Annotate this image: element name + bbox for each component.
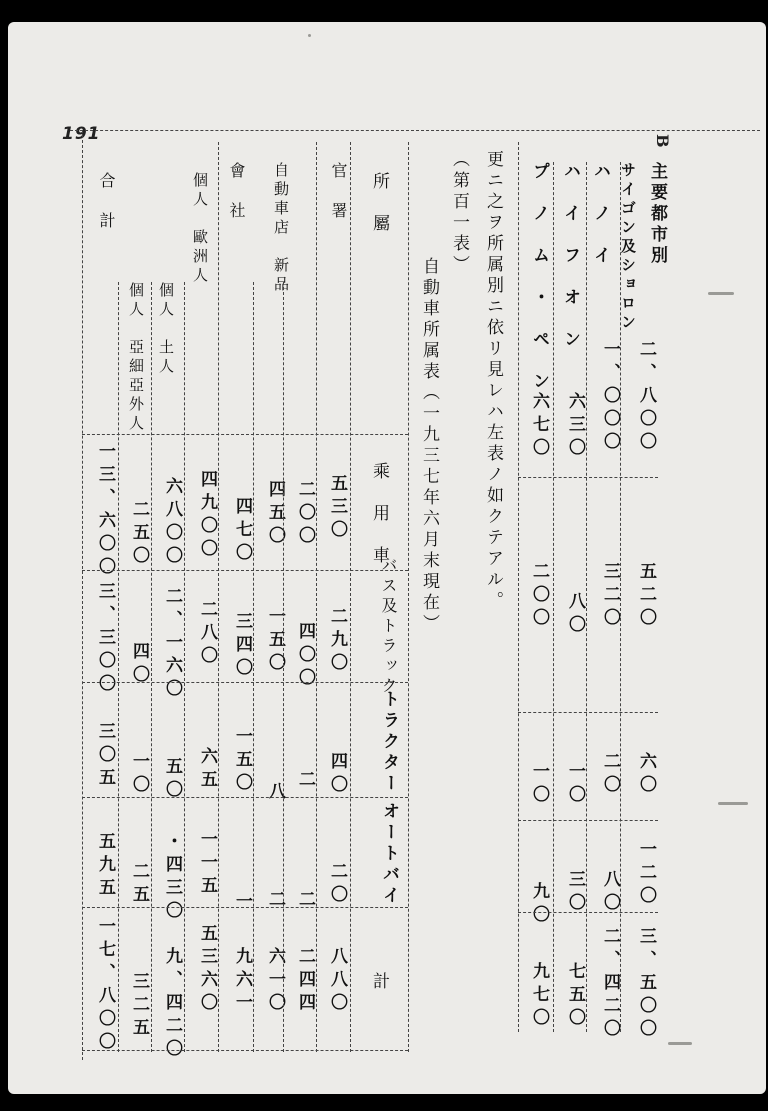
- city-name: サイゴン及ショロン: [619, 162, 637, 333]
- city-value: 一〇: [565, 762, 585, 808]
- col-header: 所 屬: [369, 172, 389, 235]
- city-value: 七五〇: [565, 962, 585, 1031]
- row-label: 會 社: [227, 162, 246, 222]
- table-rule: [151, 282, 152, 1052]
- table-cell: 二: [295, 770, 315, 793]
- table-cell: 五三〇: [327, 474, 347, 543]
- table-rule: [118, 282, 119, 1052]
- table-cell: 五三六〇: [197, 924, 217, 1016]
- table-rule: [553, 162, 554, 1032]
- table-cell: 四七〇: [232, 497, 252, 566]
- row-label: 個人 亞細亞外人: [127, 282, 145, 434]
- document-page: [8, 22, 766, 1094]
- table-cell: 六一〇: [265, 947, 285, 1016]
- table-cell: 二五〇: [129, 500, 149, 569]
- table-cell: 二五: [129, 862, 149, 908]
- table-cell: 二九〇: [327, 607, 347, 676]
- table-rule: [518, 477, 658, 478]
- table-cell: 一三、六〇〇: [95, 442, 115, 580]
- speck: [708, 292, 734, 295]
- table-cell: 八: [265, 782, 285, 805]
- table-rule: [82, 130, 83, 1060]
- table-rule: [316, 142, 317, 1052]
- city-value: 五二〇: [636, 562, 656, 631]
- section-heading: 主要都市別: [647, 162, 667, 267]
- table-cell: 一〇: [129, 752, 149, 798]
- city-value: 九七〇: [529, 962, 549, 1031]
- table-rule: [518, 912, 658, 913]
- speck: [718, 802, 748, 805]
- table-cell: 四〇: [327, 752, 347, 798]
- table-rule: [620, 162, 621, 1032]
- page-number: 191: [62, 124, 101, 144]
- table-number: （第百一表）: [449, 150, 469, 276]
- city-value: 八〇: [565, 592, 585, 638]
- table-rule: [586, 162, 587, 1032]
- table-cell: 二四四: [295, 947, 315, 1016]
- city-value: 二〇〇: [529, 562, 549, 631]
- speck: [668, 1042, 692, 1045]
- table-rule: [82, 570, 408, 571]
- table-cell: 八八〇: [327, 947, 347, 1016]
- city-value: 六三〇: [565, 392, 585, 461]
- table-rule: [518, 712, 658, 713]
- table-title: 自動車所属表（一九三七年六月末現在）: [419, 257, 439, 635]
- table-cell: 一七、八〇〇: [95, 917, 115, 1055]
- table-rule: [82, 907, 408, 908]
- table-rule: [408, 142, 409, 1052]
- table-cell: 一一五: [197, 830, 217, 899]
- col-header: オートバイ: [379, 802, 399, 907]
- table-cell: 四五〇: [265, 480, 285, 549]
- row-label: 個人 土人: [157, 282, 175, 377]
- city-value: 二、八〇〇: [636, 340, 656, 455]
- col-header: バス及トラック: [379, 557, 398, 697]
- table-cell: 一五〇: [232, 727, 252, 796]
- table-rule: [350, 142, 351, 1052]
- table-cell: 五九五: [95, 832, 115, 901]
- city-name: ハ イ フ オ ン: [560, 162, 580, 351]
- table-cell: 三二五: [129, 972, 149, 1041]
- row-label: 合 計: [97, 172, 116, 232]
- table-cell: 二〇: [327, 862, 347, 908]
- city-name: プ ノ ム ・ ペ ン: [529, 162, 549, 393]
- table-rule: [283, 282, 284, 1052]
- table-rule: [82, 797, 408, 798]
- city-value: 一二〇: [636, 840, 656, 909]
- row-label: 個人 歐洲人: [191, 172, 209, 286]
- table-cell: 三〇五: [95, 722, 115, 791]
- row-label: 官 署: [329, 162, 348, 222]
- speck: [308, 34, 311, 37]
- table-cell: 四〇: [129, 642, 149, 688]
- table-cell: 二〇〇: [295, 480, 315, 549]
- table-rule: [82, 1050, 408, 1051]
- table-rule: [218, 142, 219, 1052]
- table-rule: [253, 282, 254, 1052]
- table-rule: [518, 820, 658, 821]
- city-value: 八〇: [600, 870, 620, 916]
- table-rule: [184, 282, 185, 1052]
- table-cell: 九六一: [232, 947, 252, 1016]
- col-header: トラクター: [379, 690, 399, 795]
- table-rule: [518, 142, 519, 1032]
- city-value: 六〇: [636, 752, 656, 798]
- table-rule: [70, 130, 760, 131]
- city-value: 三、五〇〇: [636, 927, 656, 1042]
- table-cell: 三四〇: [232, 612, 252, 681]
- table-cell: 六八〇〇: [162, 477, 182, 569]
- city-value: 二、四二〇: [600, 927, 620, 1042]
- table-cell: 一五〇: [265, 607, 285, 676]
- city-value: 一〇: [529, 762, 549, 808]
- table-cell: 二八〇: [197, 600, 217, 669]
- table-cell: 三、三〇〇: [95, 582, 115, 697]
- city-value: 九〇: [529, 882, 549, 928]
- table-cell: 二、一六〇: [162, 587, 182, 702]
- body-text: 更ニ之ヲ所属別ニ依リ見レハ左表ノ如クテアル。: [483, 150, 503, 612]
- col-header: 乘 用 車: [369, 462, 389, 567]
- table-rule: [82, 434, 408, 435]
- table-cell: ・四三〇: [162, 832, 182, 924]
- city-value: 二〇: [600, 752, 620, 798]
- city-name: ハ ノ イ: [590, 162, 610, 267]
- table-cell: 二: [265, 890, 285, 913]
- table-cell: 一: [232, 892, 252, 915]
- city-value: 三二〇: [600, 562, 620, 631]
- table-cell: 四〇〇: [295, 622, 315, 691]
- table-cell: 九、四二〇: [162, 947, 182, 1062]
- city-value: 三〇: [565, 870, 585, 916]
- city-value: 一、〇〇〇: [600, 340, 620, 455]
- col-header: 計: [369, 972, 389, 993]
- table-rule: [82, 682, 408, 683]
- section-letter: B: [653, 134, 672, 151]
- table-cell: 四九〇〇: [197, 470, 217, 562]
- row-label: 自動車店 新品: [272, 162, 290, 295]
- table-cell: 二: [295, 890, 315, 913]
- table-cell: 六五: [197, 747, 217, 793]
- table-cell: 五〇: [162, 757, 182, 803]
- city-value: 六七〇: [529, 392, 549, 461]
